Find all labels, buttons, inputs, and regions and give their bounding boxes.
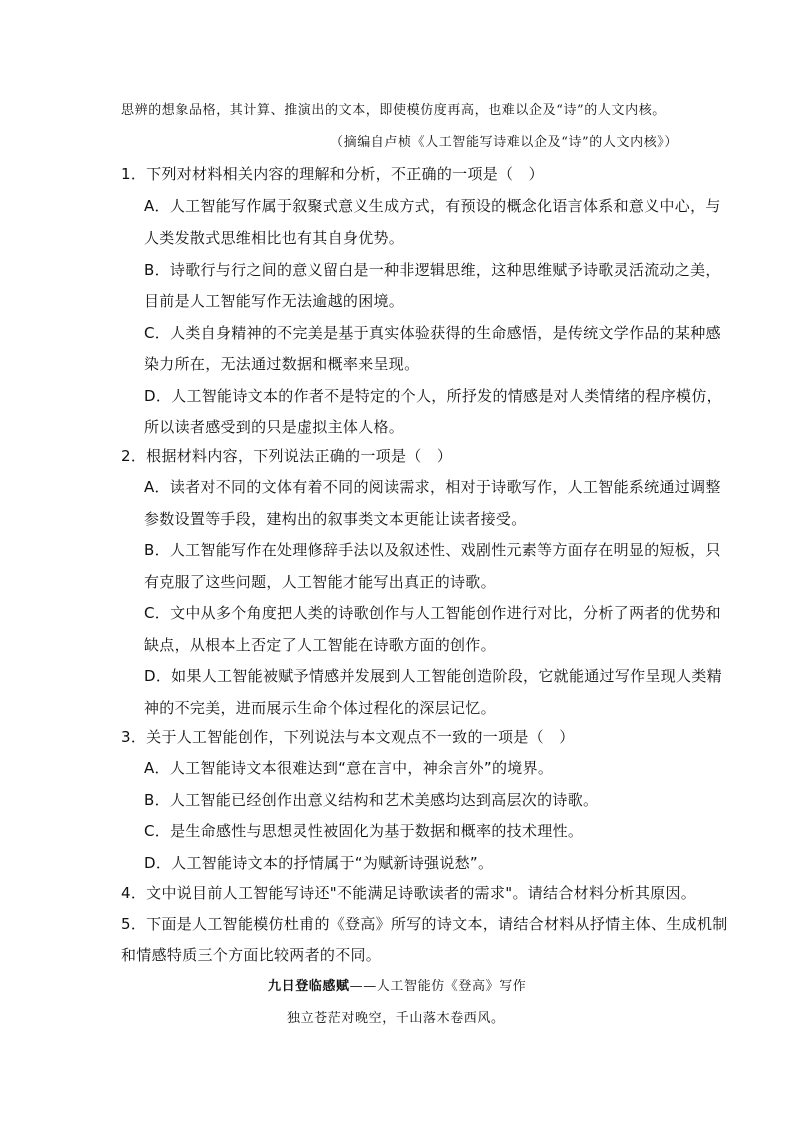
- q1-option-d-line-2: 所以读者感受到的只是虚拟主体人格。: [144, 418, 405, 436]
- q1-option-b-line-1: B．诗歌行与行之间的意义留白是一种非逻辑思维，这种思维赋予诗歌灵活流动之美，: [144, 261, 721, 279]
- q1-option-d-line-1: D．人工智能诗文本的作者不是特定的个人，所抒发的情感是对人类情绪的程序模仿，: [144, 387, 722, 405]
- q1-option-c-line-1: C．人类自身精神的不完美是基于真实体验获得的生命感悟，是传统文学作品的某种感: [144, 324, 721, 342]
- q2-option-c-line-2: 缺点，从根本上否定了人工智能在诗歌方面的创作。: [144, 636, 496, 654]
- poem-line-1: 独立苍茫对晚空，千山落木卷西风。: [287, 1011, 505, 1026]
- q2-option-a-line-2: 参数设置等手段，建构出的叙事类文本更能让读者接受。: [144, 510, 527, 528]
- poem-title-main: 九日登临感赋: [268, 979, 350, 994]
- q1-option-a-line-1: A．人工智能写作属于叙聚式意义生成方式，有预设的概念化语言体系和意义中心，与: [144, 197, 721, 215]
- poem-title: [268, 977, 526, 997]
- q3-option-b: B．人工智能已经创作出意义结构和艺术美感均达到高层次的诗歌。: [144, 791, 599, 809]
- poem-title-subtitle: ——人工智能仿《登高》写作: [349, 979, 527, 994]
- q1-option-c-line-2: 染力所在，无法通过数据和概率来呈现。: [144, 355, 420, 373]
- question-5-stem-line-1: 5．下面是人工智能模仿杜甫的《登高》所写的诗文本，请结合材料从抒情主体、生成机制: [121, 915, 728, 933]
- q2-option-b-line-2: 有克服了这些问题，人工智能才能写出真正的诗歌。: [144, 573, 496, 591]
- question-4-stem: 4．文中说目前人工智能写诗还"不能满足诗歌读者的需求"。请结合材料分析其原因。: [121, 884, 697, 902]
- question-1-stem: 1．下列对材料相关内容的理解和分析，不正确的一项是（ ）: [121, 165, 544, 183]
- q2-option-a-line-1: A．读者对不同的文体有着不同的阅读需求，相对于诗歌写作，人工智能系统通过调整: [144, 478, 721, 496]
- q2-option-d-line-2: 神的不完美，进而展示生命个体过程化的深层记忆。: [144, 699, 496, 717]
- passage-continuation-line: 思辨的想象品格，其计算、推演出的文本，即使模仿度再高，也难以企及“诗”的人文内核。: [121, 103, 666, 118]
- q3-option-c: C．是生命感性与思想灵性被固化为基于数据和概率的技术理性。: [144, 822, 584, 840]
- q3-option-d: D．人工智能诗文本的抒情属于“为赋新诗强说愁”。: [144, 854, 494, 872]
- passage-source-citation: （摘编自卢桢《人工智能写诗难以企及“诗”的人文内核》）: [330, 135, 678, 150]
- q2-option-d-line-1: D．如果人工智能被赋予情感并发展到人工智能创造阶段，它就能通过写作呈现人类精: [144, 667, 722, 685]
- question-5-stem-line-2: 和情感特质三个方面比较两者的不同。: [121, 946, 382, 964]
- q3-option-a: A．人工智能诗文本很难达到“意在言中，神余言外”的境界。: [144, 759, 554, 777]
- q1-option-a-line-2: 人类发散式思维相比也有其自身优势。: [144, 229, 405, 247]
- q2-option-b-line-1: B．人工智能写作在处理修辞手法以及叙述性、戏剧性元素等方面存在明显的短板，只: [144, 541, 721, 559]
- question-2-stem: 2．根据材料内容，下列说法正确的一项是（ ）: [121, 447, 453, 465]
- q2-option-c-line-1: C．文中从多个角度把人类的诗歌创作与人工智能创作进行对比，分析了两者的优势和: [144, 604, 721, 622]
- q1-option-b-line-2: 目前是人工智能写作无法逾越的困境。: [144, 292, 405, 310]
- question-3-stem: 3．关于人工智能创作，下列说法与本文观点不一致的一项是（ ）: [121, 728, 575, 746]
